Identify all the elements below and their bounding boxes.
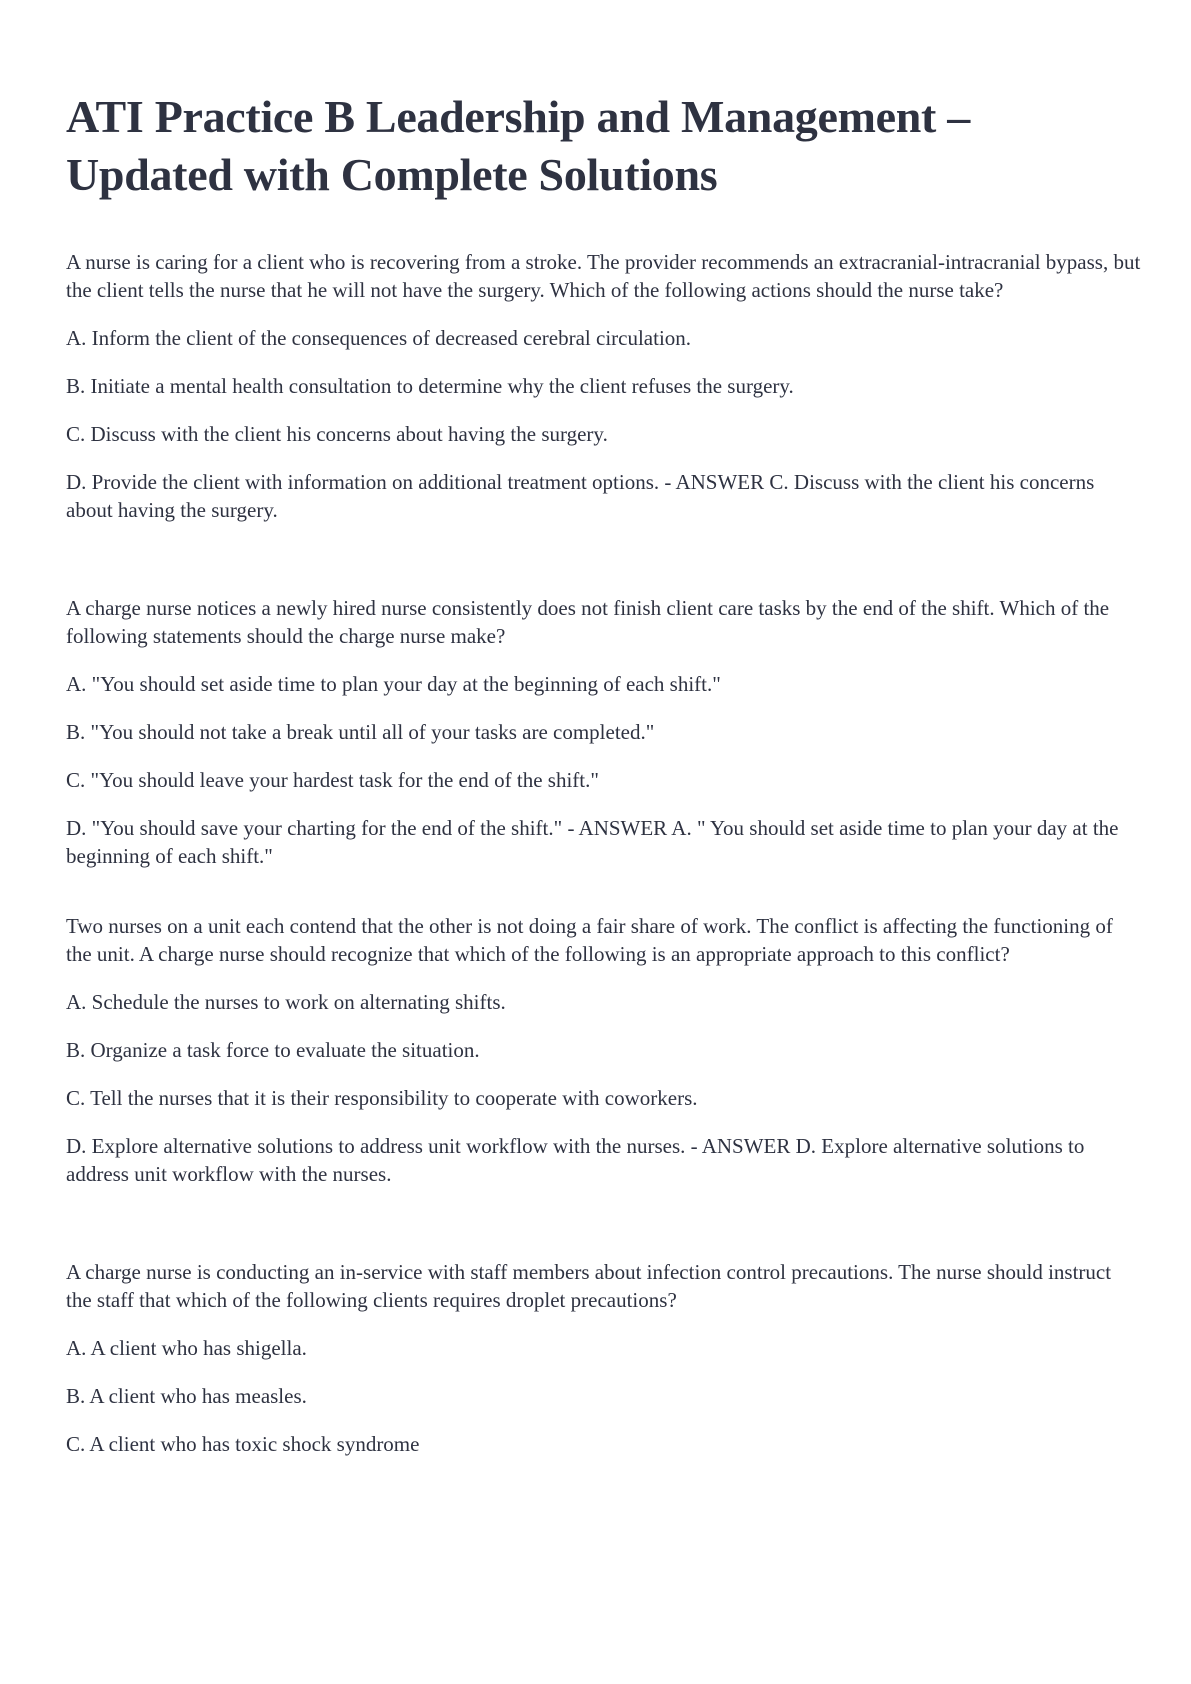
- option-d: D. Explore alternative solutions to address unit workflow with the nurses.: [66, 1134, 686, 1158]
- document-title: ATI Practice B Leadership and Management – Updated with Complete Solutions: [66, 91, 970, 200]
- option-b: B. "You should not take a break until all of your tasks are completed.": [66, 720, 655, 744]
- answer-text: - ANSWER A. " You should set aside time to plan your day at the beginning of each shift.": [66, 816, 1119, 868]
- option-d-with-answer: [66, 814, 1141, 870]
- option-b: B. Initiate a mental health consultation to determine why the client refuses the surgery.: [66, 374, 794, 398]
- option-d: D. "You should save your charting for the end of the shift.": [66, 816, 563, 840]
- option-a: A. "You should set aside time to plan your day at the beginning of each shift.": [66, 672, 721, 696]
- option-c: C. Discuss with the client his concerns about having the surgery.: [66, 422, 608, 446]
- option-d: D. Provide the client with information on additional treatment options.: [66, 470, 660, 494]
- option-c: C. A client who has toxic shock syndrome: [66, 1432, 420, 1456]
- question-1: [66, 248, 1141, 544]
- option-c: C. Tell the nurses that it is their responsibility to cooperate with coworkers.: [66, 1086, 698, 1110]
- option-c: C. "You should leave your hardest task for the end of the shift.": [66, 768, 599, 792]
- option-d-with-answer: [66, 468, 1141, 524]
- question-stem: A nurse is caring for a client who is recovering from a stroke. The provider recommends an extracranial-intracranial bypass, but the client tells the nurse that he will not have the surgery. Which of the following actions should the nurse take?: [66, 250, 1141, 302]
- answer-text: - ANSWER D. Explore alternative solutions to address unit workflow with the nurses.: [66, 1134, 1085, 1186]
- option-d-with-answer: [66, 1132, 1141, 1188]
- option-b: B. Organize a task force to evaluate the situation.: [66, 1038, 480, 1062]
- answer-text: - ANSWER C. Discuss with the client his concerns about having the surgery.: [66, 470, 1095, 522]
- question-2: [66, 594, 1141, 890]
- question-4: [66, 1258, 1141, 1478]
- option-a: A. Inform the client of the consequences of decreased cerebral circulation.: [66, 326, 692, 350]
- question-stem: A charge nurse is conducting an in-service with staff members about infection control precautions. The nurse should instruct the staff that which of the following clients requires droplet precautions?: [66, 1260, 1112, 1312]
- option-a: A. Schedule the nurses to work on alternating shifts.: [66, 990, 506, 1014]
- option-b: B. A client who has measles.: [66, 1384, 307, 1408]
- option-a: A. A client who has shigella.: [66, 1336, 307, 1360]
- question-3: [66, 912, 1141, 1208]
- question-stem: A charge nurse notices a newly hired nurse consistently does not finish client care tasks by the end of the shift. Which of the following statements should the charge nurse make?: [66, 596, 1110, 648]
- question-stem: Two nurses on a unit each contend that the other is not doing a fair share of work. The conflict is affecting the functioning of the unit. A charge nurse should recognize that which of the following is an appropriate approach to this conflict?: [66, 914, 1113, 966]
